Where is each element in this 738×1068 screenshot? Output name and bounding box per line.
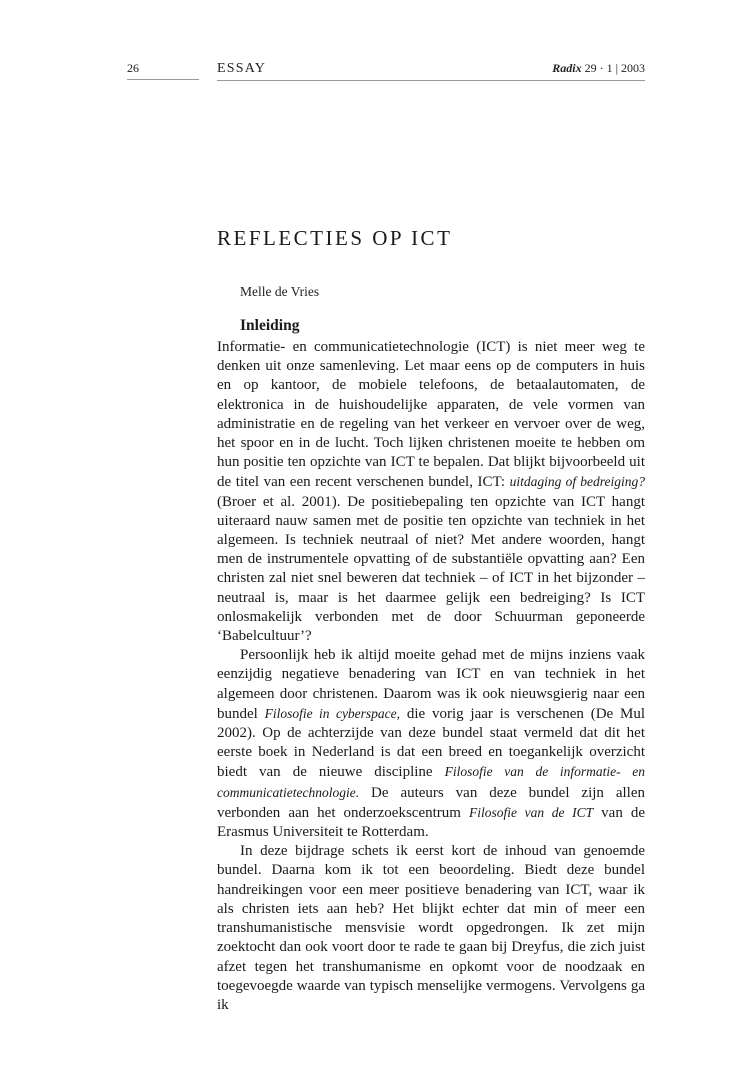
italic-title-run: uitdaging of bedreiging? — [509, 474, 646, 490]
journal-issue: 29 · 1 | 2003 — [584, 61, 645, 75]
section-heading: Inleiding — [240, 317, 300, 334]
journal-citation — [552, 60, 645, 76]
text-run: In deze bijdrage schets ik eerst kort de inhoud van genoemde bundel. Daarna kom ik tot een beoordeling. Biedt deze bundel handreikingen voor een meer positieve benadering van ICT, waar ik als christen iets aan heb? Het blijkt echter dat min of meer een transhumanistische mensvisie wordt opgedrongen. Ik zet mijn zoektocht dan ook voort door te rade te gaan bij Dreyfus, die zich juist afzet tegen het transhumanisme en opkomt voor de noodzaak en toegevoegde waarde van typisch menselijke vermogens. Vervolgens ga ik — [217, 843, 645, 1013]
body-paragraph — [217, 842, 645, 1015]
section-label: ESSAY — [217, 61, 267, 76]
italic-title-run: Filosofie in cyberspace, — [264, 705, 401, 721]
running-header — [217, 60, 645, 81]
article-title: REFLECTIES OP ICT — [217, 226, 453, 250]
text-run: (Broer et al. 2001). De positiebepaling ten opzichte van ICT hangt uiteraard nauw samen met de positie ten opzichte van techniek in het algemeen. Is techniek neutraal of niet? Met andere woorden, hangt men de instrumentele opvatting of de substantiële opvatting aan? Een christen zal niet snel beweren dat techniek – of ICT in het bijzonder – neutraal is, maar is het daarmee gelijk een bedreiging? Is ICT onlosmakelijk verbonden met de door Schuurman geponeerde ‘Babelcultuur’? — [217, 493, 645, 645]
text-run: Informatie- en communicatietechnologie (ICT) is niet meer weg te denken uit onze samenleving. Let maar eens op de computers in huis en op kantoor, de mobiele telefoons, de betaalautomaten, de elektronica in de huishoudelijke apparaten, de vele vormen van administratie en de regeling van het verkeer en vervoer over de weg, het spoor en in de lucht. Toch lijken christenen moeite te hebben om hun positie ten opzichte van ICT te bepalen. Dat blijkt bijvoorbeeld uit de titel van een recent verschenen bundel, ICT: — [217, 339, 645, 491]
text-run: van de Erasmus Universiteit te Rotterdam. — [217, 804, 645, 841]
article-body — [217, 338, 645, 1015]
text-run: die vorig jaar is verschenen (De Mul 2002). Op de achterzijde van deze bundel staat vermeld dat dit het eerste boek in Nederland is dat een breed en toegankelijk overzicht biedt van de nieuwe discipline — [217, 705, 645, 781]
page-number: 26 — [127, 60, 199, 80]
text-run: Persoonlijk heb ik altijd moeite gehad met de mijns inziens vaak eenzijdig negatieve benadering van ICT en van techniek in het algemeen door christenen. Daarom was ik ook nieuwsgierig naar een bundel — [217, 647, 645, 722]
italic-title-run: Filosofie van de ICT — [468, 804, 594, 820]
author-name: Melle de Vries — [240, 284, 320, 299]
body-paragraph — [217, 338, 645, 646]
text-run: De auteurs van deze bundel zijn allen verbonden aan het onderzoekscentrum — [217, 784, 645, 821]
body-paragraph — [217, 646, 645, 842]
italic-title-run: Filosofie van de informatie- en communicatietechnologie. — [217, 764, 646, 800]
journal-name: Radix — [552, 61, 582, 75]
